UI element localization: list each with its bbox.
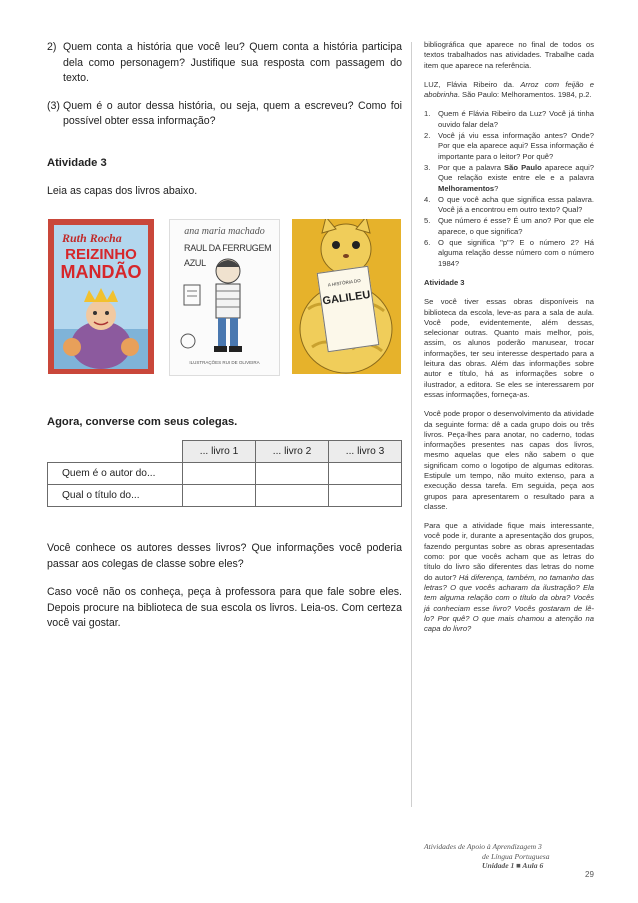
right-paragraph-3 (424, 521, 594, 634)
item-text-part: ? (494, 183, 499, 193)
question-2-number: 2) (47, 41, 57, 53)
reference-author: LUZ, Flávia Ribeiro da. (424, 79, 521, 89)
right-column (424, 40, 594, 643)
cover-3-book (317, 265, 380, 351)
right-paragraph-2: Você pode propor o desenvolvimento da atividade da seguinte forma: dê a cada grupo dois ou três livros. Peça-lhes para anotar, no caderno, todas informações presentes nas capas dos livros, mesmo aquelas que eles não sabem o que significam como o logotipo de algumas editoras. Estipule um tempo, não muito extenso, para a execução dessa tarefa. Em seguida, peça aos grupos para apresentarem o resultado para a classe. (424, 409, 594, 511)
table-cell (329, 485, 402, 507)
table-row-label-title: Qual o título do... (48, 485, 183, 507)
item-text (438, 163, 594, 194)
cover-2-illustrator: ILUSTRAÇÕES RUI DE OLIVEIRA (189, 360, 260, 365)
boy-illustration (170, 255, 279, 363)
table-header-book-1: ... livro 1 (183, 441, 256, 463)
table-cell (183, 485, 256, 507)
cover-1-art (54, 225, 148, 368)
question-3 (47, 99, 402, 130)
item-text-part: aparece aqui? Que relação existe entre ele e a palavra (438, 162, 594, 183)
bibliographic-reference (424, 80, 594, 101)
item-keyword-melhoramentos: Melhoramentos (438, 183, 495, 193)
paragraph-3-questions: Há diferença, também, no tamanho das letras? O que vocês acharam da ilustração? Ela tem alguma relação com o título da obra? Vocês já conheciam esse livro? Vocês gostaram de lê-lo? Por quê? O que mais chamou a atenção na capa do livro? (424, 572, 594, 634)
question-3-number: (3) (47, 99, 60, 112)
item-text: Você já viu essa informação antes? Onde? Por que ela aparece aqui? Essa informação é importante para o leitor? Por quê? (438, 131, 594, 161)
book-cover-raul-da-ferrugem-azul (169, 219, 280, 376)
cover-1-author-first: Ruth (62, 230, 87, 245)
cover-3-title-top: A HISTÓRIA DO (327, 277, 361, 288)
list-item (424, 238, 594, 269)
item-number: 4. (424, 194, 431, 204)
item-number: 6. (424, 238, 431, 248)
item-number: 5. (424, 216, 431, 226)
king-illustration (54, 287, 148, 369)
list-item (424, 109, 594, 130)
cover-1-author-last: Rocha (89, 230, 122, 245)
instruction-text: Leia as capas dos livros abaixo. (47, 185, 198, 197)
item-text: Quem é Flávia Ribeiro da Luz? Você já tinha ouvido falar dela? (438, 109, 594, 129)
left-column (47, 40, 402, 632)
footer-line-2: de Língua Portuguesa (482, 851, 550, 861)
table-row (48, 463, 402, 485)
item-keyword-sao-paulo: São Paulo (504, 162, 542, 172)
question-3-text: Quem é o autor dessa história, ou seja, quem a escreveu? Como foi possível obter essa informação? (63, 99, 402, 127)
footer-line-1: Atividades de Apoio à Aprendizagem 3 (424, 842, 542, 851)
item-text: O que significa "p"? E o número 2? Há alguma relação desse número com o número 1984? (438, 238, 594, 268)
paragraph-library: Caso você não os conheça, peça à professora para que fale sobre eles. Depois procure na biblioteca de sua escola os livros. Leia-os. Com certeza você vai gostar. (47, 586, 402, 629)
book-covers (47, 219, 402, 381)
cover-3-title: GALILEU (321, 287, 372, 307)
cover-2-author: ana maria machado (184, 225, 265, 237)
reference-publisher: . São Paulo: Melhoramentos. 1984, p.2. (457, 90, 592, 100)
item-text-part: Por que a palavra (438, 162, 505, 172)
table-header-book-3: ... livro 3 (329, 441, 402, 463)
cover-1-title-top: REIZINHO (65, 245, 137, 263)
right-paragraph-1: Se você tiver essas obras disponíveis na biblioteca da escola, leve-as para a sala de aula. Você pode, evidentemente, além dessas, selecionar outras. Quanto mais melhor, pois, assim, os alunos poderão manusear, trocar informações, ter seu interesse despertado para a leitura das obras. Além das informações sobre autor e título, há as informações sobre o ilustrador, a editora. Se eles se interessarem por essas informações, forneça-as. (424, 297, 594, 399)
right-intro: bibliográfica que aparece no final de todos os textos trabalhados nas atividades. Trabalhe cada item que aparece na referência. (424, 40, 594, 70)
table-header-blank (48, 441, 183, 463)
column-divider (411, 42, 412, 807)
cover-1-title-bottom: MANDÃO (60, 261, 142, 282)
table-cell (329, 463, 402, 485)
paragraph-authors: Você conhece os autores desses livros? Que informações você poderia passar aos colegas de classe sobre eles? (47, 542, 402, 570)
list-item (424, 195, 594, 216)
footer-line-3: Unidade 1 ■ Aula 6 (482, 861, 544, 870)
right-activity-3-title: Atividade 3 (424, 277, 465, 287)
table-row (48, 485, 402, 507)
cover-2-title: RAUL DA FERRUGEM AZUL (184, 242, 272, 268)
table-row-label-author: Quem é o autor do... (48, 463, 183, 485)
activity-3-title: Atividade 3 (47, 156, 107, 169)
item-number: 3. (424, 162, 431, 172)
item-text: O que você acha que significa essa palavra. Você já a encontrou em outro texto? Qual? (438, 194, 594, 215)
page-footer (424, 842, 594, 871)
list-item (424, 163, 594, 194)
question-2-text: Quem conta a história que você leu? Quem conta a história participa dela como personagem? Justifique sua resposta com passagem do texto. (63, 41, 402, 84)
table-cell (183, 463, 256, 485)
book-info-table (47, 440, 402, 507)
table-cell (256, 463, 329, 485)
question-2 (47, 40, 402, 87)
paragraph-3-text: Para que a atividade fique mais interessante, você pode ir, durante a apresentação dos grupos, fazendo perguntas sobre as obras apresentadas como: por que vocês acham que as letras do título do livro são diferentes das letras do nome do autor? (424, 521, 594, 582)
reference-title: Arroz com feijão e abobrinha (424, 79, 594, 100)
table-cell (256, 485, 329, 507)
table-header-book-2: ... livro 2 (256, 441, 329, 463)
table-header-row (48, 441, 402, 463)
item-text: Que número é esse? É um ano? Por que ele aparece, o que significa? (438, 216, 594, 236)
list-item (424, 131, 594, 162)
list-item (424, 216, 594, 237)
page-number: 29 (585, 870, 594, 879)
item-number: 1. (424, 109, 431, 119)
book-cover-historia-do-galileu (292, 219, 401, 374)
book-cover-reizinho-mandao (48, 219, 154, 374)
reference-questions (424, 109, 594, 268)
item-number: 2. (424, 131, 431, 141)
converse-title: Agora, converse com seus colegas. (47, 415, 238, 428)
